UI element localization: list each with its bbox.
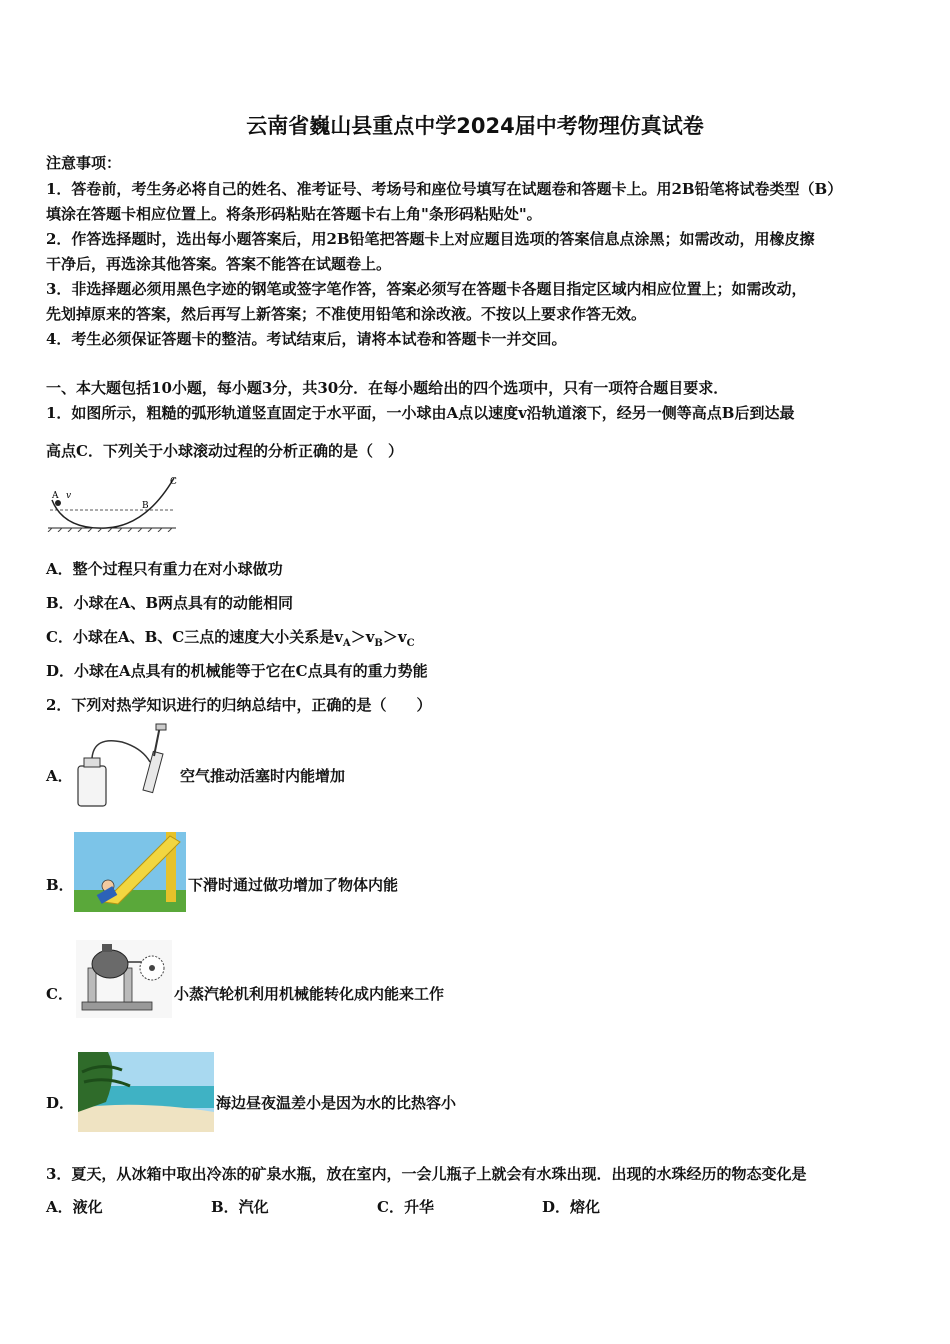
notice-line: 1．答卷前，考生务必将自己的姓名、准考证号、考场号和座位号填写在试题卷和答题卡上。用2B铅笔将试卷类型（B）	[46, 180, 843, 198]
q2-stem: 2．下列对热学知识进行的归纳总结中，正确的是（ ）	[46, 696, 432, 714]
notice-line: 3．非选择题必须用黑色字迹的钢笔或签字笔作答，答案必须写在答题卡各题目指定区域内相应位置上；如需改动，	[46, 280, 807, 298]
notice-line: 2．作答选择题时，选出每小题答案后，用2B铅笔把答题卡上对应题目选项的答案信息点涂黑；如需改动，用橡皮擦	[46, 230, 815, 248]
subscript: A	[342, 638, 351, 649]
subscript: C	[406, 638, 415, 649]
q3-option-c: C．升华	[377, 1198, 434, 1216]
page-title: 云南省巍山县重点中学2024届中考物理仿真试卷	[246, 114, 704, 138]
section-heading: 一、本大题包括10小题，每小题3分，共30分．在每小题给出的四个选项中，只有一项符合题目要求．	[46, 379, 729, 397]
q2-option-c-label: C．	[46, 985, 73, 1003]
q2-option-a-text: 空气推动活塞时内能增加	[180, 767, 346, 785]
notice-line: 填涂在答题卡相应位置上。将条形码粘贴在答题卡右上角"条形码粘贴处"。	[46, 205, 542, 223]
q2-option-a-label: A．	[46, 767, 73, 785]
subscript: B	[374, 638, 383, 649]
beach-image	[78, 1052, 214, 1132]
q1-option-c-text: C．小球在A、B、C三点的速度大小关系是v	[46, 628, 343, 646]
q1-option-a: A．整个过程只有重力在对小球做功	[46, 560, 283, 578]
steam-turbine-image	[76, 940, 172, 1018]
notice-line: 4．考生必须保证答题卡的整洁。考试结束后，请将本试卷和答题卡一并交回。	[46, 330, 567, 348]
q3-option-a: A．液化	[46, 1198, 103, 1216]
q2-option-b-text: 下滑时通过做功增加了物体内能	[188, 876, 399, 894]
q1-option-d: D．小球在A点具有的机械能等于它在C点具有的重力势能	[46, 662, 428, 680]
point-a-label: A	[52, 491, 59, 501]
air-pump-bottle-image	[72, 722, 180, 812]
q1-track-figure	[46, 470, 178, 532]
velocity-label: v	[66, 491, 72, 501]
q3-stem: 3．夏天，从冰箱中取出冷冻的矿泉水瓶，放在室内，一会儿瓶子上就会有水珠出现．出现的水珠经历的物态变化是	[46, 1165, 807, 1183]
gt-sign: ＞	[350, 628, 366, 646]
slide-image	[74, 832, 186, 912]
notice-line: 先划掉原来的答案，然后再写上新答案；不准使用铅笔和涂改液。不按以上要求作答无效。	[46, 305, 647, 323]
point-b-label: B	[142, 501, 149, 511]
q2-option-c-text: 小蒸汽轮机利用机械能转化成内能来工作	[174, 985, 445, 1003]
q3-option-d: D．熔化	[542, 1198, 601, 1216]
q2-option-b-label: B．	[46, 876, 74, 894]
q1-option-b: B．小球在A、B两点具有的动能相同	[46, 594, 293, 612]
q2-option-d-label: D．	[46, 1094, 75, 1112]
q1-option-c: C．小球在A、B、C三点的速度大小关系是$v_A>v_B>v_C$	[46, 628, 415, 649]
gt-sign: ＞	[382, 628, 398, 646]
notice-line: 干净后，再选涂其他答案。答案不能答在试题卷上。	[46, 255, 392, 273]
q2-option-d-text: 海边昼夜温差小是因为水的比热容小	[216, 1094, 457, 1112]
notice-heading: 注意事项：	[46, 154, 122, 172]
point-c-label: C	[170, 477, 177, 487]
q1-stem-line2: 高点C．下列关于小球滚动过程的分析正确的是（ ）	[46, 442, 403, 460]
q3-option-b: B．汽化	[211, 1198, 269, 1216]
q1-stem-line1: 1．如图所示，粗糙的弧形轨道竖直固定于水平面，一小球由A点以速度v沿轨道滚下，经另一侧等高点B后到达最	[46, 404, 795, 422]
